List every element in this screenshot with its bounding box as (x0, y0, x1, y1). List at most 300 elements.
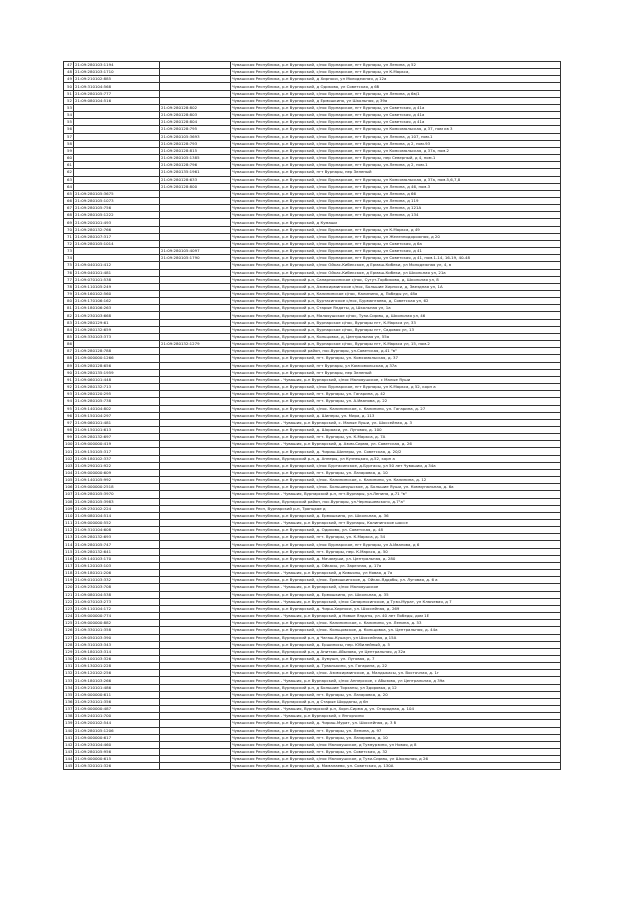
table-row (64, 562, 561, 569)
premises-number-cell (160, 720, 231, 727)
cadastral-number-cell: 21:09:280132:697 (74, 434, 160, 441)
table-row (64, 112, 561, 119)
address-cell: Чувашская Республика - Чувашия, р-н Вурнарский, с. Малые Яуши, ул. Шоссейная, д. 3 (231, 419, 561, 426)
row-number: 55 (64, 119, 74, 126)
cadastral-number-cell: 21:09:200102:544 (74, 720, 160, 727)
table-row (64, 291, 561, 298)
premises-number-cell (160, 197, 231, 204)
table-row (64, 126, 561, 133)
cadastral-number-cell: 21:09:010103:332 (74, 577, 160, 584)
premises-number-cell: 21:09:280135:1961 (160, 169, 231, 176)
cadastral-number-cell (74, 126, 160, 133)
cadastral-number-cell: 21:09:280105:756 (74, 205, 160, 212)
address-cell: Чувашская Республика, р-н Вурнарский, д. Ермошкино, ул. Школьная, д. 36 (231, 512, 561, 519)
premises-number-cell (160, 562, 231, 569)
table-row (64, 541, 561, 548)
premises-number-cell (160, 698, 231, 705)
premises-number-cell (160, 741, 231, 748)
table-row (64, 749, 561, 756)
row-number: 91 (64, 376, 74, 383)
row-number: 108 (65, 498, 73, 504)
premises-number-cell (160, 362, 231, 369)
row-number: 129 (65, 648, 73, 654)
premises-number-cell (160, 534, 231, 541)
address-cell: Чувашская Республика, р-н Вурнарский, д. Чириш-Мурат, ул. Шоссейная, д. 3 б (231, 720, 561, 727)
row-number: 133 (65, 677, 73, 683)
table-body (64, 62, 561, 770)
row-number: 100 (65, 441, 73, 447)
row-number: 53 (64, 104, 74, 111)
cadastral-number-cell (74, 248, 160, 255)
row-number: 52 (64, 97, 74, 104)
premises-number-cell (160, 205, 231, 212)
premises-number-cell (160, 527, 231, 534)
row-number: 99 (64, 434, 74, 441)
table-row (64, 183, 561, 190)
cadastral-number-cell (74, 119, 160, 126)
row-number: 95 (64, 405, 74, 412)
address-cell: Чувашская Республика, р-н Вурнарский, д. Тувалькино, ул. Гагарина, д. 22 (231, 663, 561, 670)
row-number: 79 (64, 291, 74, 298)
table-row (64, 434, 561, 441)
premises-number-cell (160, 641, 231, 648)
address-cell: Чувашская Республика, р-н Вурнарский, д. Ершипосы, пер. Юбилейный, д. 5 (231, 641, 561, 648)
premises-number-cell: 21:09:280105:1385 (160, 155, 231, 162)
table-row (64, 555, 561, 562)
cadastral-number-cell: 21:09:280128:656 (74, 362, 160, 369)
cadastral-number-cell: 21:09:280120:295 (74, 391, 160, 398)
premises-number-cell (160, 763, 231, 770)
cadastral-number-cell: 21:09:040101:481 (74, 269, 160, 276)
row-number: 128 (65, 641, 73, 647)
table-row (64, 197, 561, 204)
address-cell: Чувашская Республика, р-н Вурнарский, с/пос. Кольцовское, д. Кольцовка, ул. Центральная, д. 44а (231, 627, 561, 634)
row-number: 102 (65, 455, 73, 461)
premises-number-cell (160, 684, 231, 691)
table-row (64, 441, 561, 448)
address-cell: Чувашская Республика, р-н Вурнарский, пгт. Вурнары, ул. К.Маркса, д. 7А (231, 434, 561, 441)
row-number: 142 (65, 741, 73, 747)
table-row (64, 348, 561, 355)
table-row (64, 419, 561, 426)
table-row (64, 741, 561, 748)
premises-number-cell (160, 419, 231, 426)
cadastral-number-cell (74, 147, 160, 154)
table-row (64, 233, 561, 240)
address-cell: Чувашская Республика, р-н Вурнарский, с/пос Буртасинское, д.Буртасы, ул 50 лет Чувашии, д 34а (231, 462, 561, 469)
table-row (64, 104, 561, 111)
cadastral-number-cell (74, 341, 160, 348)
premises-number-cell (160, 405, 231, 412)
table-row (64, 469, 561, 476)
table-row (64, 498, 561, 505)
address-cell: Чувашская Республика, р-н Вурнарский, д. Чириш-Шинеры, ул. Советская, д. 20/2 (231, 448, 561, 455)
row-number: 97 (64, 419, 74, 426)
row-number: 141 (65, 734, 73, 740)
cadastral-number-cell: 21:09:060101:481 (74, 419, 160, 426)
address-cell: Чувашская Республика - Чувашия, р-н Вурнарский, д Новые Ялдаты, ул. 40 лет Победы, дом 1Е (231, 613, 561, 620)
address-cell: Чувашская Республика, р-н Вурнарский, с/пос Вурнарское, пгт Вурнары, ул Советская, д 41 (231, 248, 561, 255)
address-cell: Чувашская Республика, р-н Вурнарский, пгт Вурнары, пер Зеленый (231, 169, 561, 176)
premises-number-cell (160, 298, 231, 305)
cadastral-number-cell: 21:09:100103:326 (74, 655, 160, 662)
cadastral-number-cell: 21:09:280128:788 (74, 348, 160, 355)
cadastral-number-cell: 21:09:180103:314 (74, 648, 160, 655)
premises-number-cell (160, 97, 231, 104)
address-cell: Чувашская Республика, р-н Вурнарский, с/пос Вурнарское, пгт Вурнары, ул А.Иванова, д 6 (231, 541, 561, 548)
row-number: 84 (64, 326, 74, 333)
row-number: 120 (65, 584, 73, 590)
row-number: 73 (64, 248, 74, 255)
address-cell: Чувашская Республика, Вурнарский р-н, д Чагаш-Кушкун, ул Шоссейная, д 15А (231, 634, 561, 641)
table-row (64, 155, 561, 162)
table-row (64, 477, 561, 484)
cadastral-number-cell: 21:09:000000:615 (74, 756, 160, 763)
cadastral-number-cell (74, 255, 160, 262)
premises-number-cell (160, 83, 231, 90)
address-cell: Чувашская Республика, р-н Вурнарский, с/пос Вурнарское, пгт Вурнары, ул Ленина, д 119 (231, 197, 561, 204)
cadastral-number-cell: 21:09:230101:356 (74, 698, 160, 705)
cadastral-number-cell: 21:09:230103:668 (74, 312, 160, 319)
row-number: 77 (64, 276, 74, 283)
premises-number-cell (160, 226, 231, 233)
premises-number-cell (160, 555, 231, 562)
premises-number-cell (160, 219, 231, 226)
address-cell: Чувашская Республика, р-н Вурнарский, д Ермошкино, ул Школьная, д 39а (231, 97, 561, 104)
cadastral-number-cell (74, 140, 160, 147)
table-row (64, 276, 561, 283)
premises-number-cell: 21:09:280128:804 (160, 119, 231, 126)
row-number: 64 (64, 183, 74, 190)
row-number: 143 (65, 749, 73, 755)
row-number: 104 (65, 469, 73, 475)
table-row (64, 706, 561, 713)
premises-number-cell (160, 412, 231, 419)
table-row (64, 534, 561, 541)
premises-number-cell: 21:09:280128:796 (160, 162, 231, 169)
premises-number-cell (160, 541, 231, 548)
address-cell: Чувашская Республика, Вурнарский р-н, Вурнарское с/пос, Вурнары пгт, К.Маркса ул, 33 (231, 319, 561, 326)
premises-number-cell (160, 62, 231, 69)
row-number: 50 (64, 83, 74, 90)
cadastral-number-cell: 21:09:280105:3970 (74, 491, 160, 498)
row-number: 140 (65, 727, 73, 733)
table-row (64, 283, 561, 290)
address-cell: Чувашская Республика, р-н Вурнарский, с/пос Вурнарское, пгт Вурнары, ул Ленина, д 121А (231, 205, 561, 212)
premises-number-cell (160, 312, 231, 319)
address-cell: Чувашская Республика, р-н Вурнарский, с/пос Вурнарское, пгт Вурнары, ул.Ленина, д 2, пом.1 (231, 162, 561, 169)
premises-number-cell (160, 376, 231, 383)
address-cell: Чувашская Республика, р-н Вурнарский, с/пос Вурнарское, пгт Вурнары, ул Советская, д 41а (231, 119, 561, 126)
address-cell: Чувашская Республика, р-н Вурнарский, пгт. Вурнары, пер. К.Маркса, д. 50 (231, 548, 561, 555)
cadastral-number-cell: 21:09:000000:882 (74, 620, 160, 627)
cadastral-number-cell: 21:09:280105:3675 (74, 190, 160, 197)
cadastral-number-cell: 21:09:000000:609 (74, 469, 160, 476)
table-row (64, 727, 561, 734)
address-cell: Чувашская Республика, р-н Вурнарский, с/пос Вурнарское, пгт Вурнары, ул Ленина, д 134 (231, 212, 561, 219)
cadastral-number-cell: 21:09:280105:738 (74, 398, 160, 405)
premises-number-cell (160, 634, 231, 641)
row-number: 71 (64, 233, 74, 240)
cadastral-number-cell: 21:09:140104:802 (74, 405, 160, 412)
row-number: 134 (65, 684, 73, 690)
address-cell: Чувашская Республика, р-н Вурнарский, с/пос Вурнарское, пгт Вурнары, пер Северный, д 4, пом.1 (231, 155, 561, 162)
cadastral-number-cell: 21:09:000000:611 (74, 691, 160, 698)
document-page (63, 61, 560, 770)
cadastral-number-cell: 21:09:240101:700 (74, 713, 160, 720)
premises-number-cell (160, 434, 231, 441)
table-row (64, 720, 561, 727)
address-cell: Чувашская Республика, р-н Вурнарский, пгт. Вурнары, ул. Ленина, д. 97 (231, 727, 561, 734)
row-number: 80 (64, 298, 74, 305)
table-row (64, 763, 561, 770)
row-number: 121 (65, 591, 73, 597)
address-cell: Чувашская Республика - Чувашия, р-н Вурнарский, с/пос Малояушское, с Малые Яуши (231, 376, 561, 383)
row-number: 63 (64, 176, 74, 183)
row-number: 60 (64, 155, 74, 162)
cadastral-number-cell: 21:09:060101:448 (74, 376, 160, 383)
cadastral-number-cell: 21:09:280132:659 (74, 326, 160, 333)
cadastral-number-cell: 21:09:120103:103 (74, 562, 160, 569)
premises-number-cell (160, 441, 231, 448)
row-number: 82 (64, 312, 74, 319)
cadastral-number-cell (74, 162, 160, 169)
address-cell: Чувашская Республика, р-н Вурнарский, пгт. Вурнары, ул. Советская, д. 32 (231, 749, 561, 756)
premises-number-cell (160, 655, 231, 662)
table-row (64, 570, 561, 577)
cadastral-number-cell (74, 155, 160, 162)
cadastral-number-cell: 21:09:310104:568 (74, 83, 160, 90)
row-number: 74 (64, 255, 74, 262)
premises-number-cell (160, 734, 231, 741)
cadastral-number-cell: 21:09:000000:617 (74, 734, 160, 741)
table-row (64, 298, 561, 305)
row-number: 124 (65, 613, 73, 619)
table-row (64, 226, 561, 233)
cadastral-number-cell: 21:09:280105:956 (74, 749, 160, 756)
table-row (64, 505, 561, 512)
cadastral-number-cell: 21:09:330101:358 (74, 627, 160, 634)
row-number: 61 (64, 162, 74, 169)
address-cell: Чувашская Республика - Чувашия, р-н Вурнарский, с/пос Малояушское (231, 584, 561, 591)
table-row (64, 491, 561, 498)
address-cell: Чувашская Республика, р-н Вурнарский, с/пос Малояушское, д Тузмурзино, ул Новая, д 8 (231, 741, 561, 748)
row-number: 109 (65, 505, 73, 511)
table-row (64, 119, 561, 126)
table-row (64, 577, 561, 584)
row-number: 67 (64, 205, 74, 212)
table-row (64, 691, 561, 698)
table-row (64, 169, 561, 176)
address-cell: Чувашская Республика, р-н Вурнарский, д Кумаши (231, 219, 561, 226)
premises-number-cell: 21:09:280128:793 (160, 140, 231, 147)
row-number: 107 (65, 491, 73, 497)
address-cell: Чувашская Республика, Вурнарский р-н, Вурнарское с/пос, Вурнары пгт, К.Маркса ул, 15, пом.2 (231, 341, 561, 348)
premises-number-cell (160, 756, 231, 763)
address-cell: Чувашская Республика, р-н Вурнарский, с/пос Вурнарское, пгт Вурнары, ул Комсомольская, д 37а, пом.5,6,7,8 (231, 176, 561, 183)
premises-number-cell (160, 570, 231, 577)
premises-number-cell (160, 190, 231, 197)
cadastral-number-cell: 21:09:160102:560 (74, 291, 160, 298)
cadastral-number-cell (74, 112, 160, 119)
premises-number-cell (160, 319, 231, 326)
cadastral-number-cell: 21:09:280105:1222 (74, 212, 160, 219)
table-row (64, 598, 561, 605)
address-cell: Чувашская Республика, р-н Вурнарский, д Хирпоси, ул Молодежная, д 12а (231, 76, 561, 83)
row-number: 75 (64, 262, 74, 269)
cadastral-number-cell: 21:09:280105:1073 (74, 197, 160, 204)
cadastral-number-cell: 21:09:080104:516 (74, 97, 160, 104)
row-number: 135 (65, 691, 73, 697)
premises-number-cell (160, 584, 231, 591)
premises-number-cell (160, 627, 231, 634)
premises-number-cell: 21:09:280128:802 (160, 104, 231, 111)
row-number: 54 (64, 112, 74, 119)
table-row (64, 613, 561, 620)
table-row (64, 520, 561, 527)
address-cell: Чувашская Республика, р-н Вурнарский, д. Шорааси, ул. Луговая, д. 100 (231, 426, 561, 433)
row-number: 65 (64, 190, 74, 197)
cadastral-number-cell: 21:09:150101:613 (74, 426, 160, 433)
premises-number-cell (160, 548, 231, 555)
table-row (64, 405, 561, 412)
cadastral-number-cell: 21:09:310103:343 (74, 641, 160, 648)
premises-number-cell (160, 384, 231, 391)
premises-number-cell (160, 477, 231, 484)
row-number: 47 (64, 62, 74, 69)
table-row (64, 391, 561, 398)
cadastral-number-cell: 21:09:080104:538 (74, 591, 160, 598)
table-row (64, 133, 561, 140)
cadastral-number-cell: 21:09:280132:641 (74, 548, 160, 555)
row-number: 116 (65, 555, 73, 561)
row-number: 127 (65, 634, 73, 640)
table-row (64, 190, 561, 197)
table-row (64, 205, 561, 212)
address-cell: Чувашская Республика, р-н Вурнарский, с/пос Вурнарское, пгт Вурнары, ул Железнодорожная, д 20 (231, 233, 561, 240)
address-cell: Чувашская Республика, Вурнарский р-н, д Аниткас-Абызово, ул Центральная, д 32а (231, 648, 561, 655)
table-row (64, 97, 561, 104)
table-row (64, 734, 561, 741)
address-cell: Чувашская Республика, р-н Вурнарский, с/пос. Калининское, с. Калинино, ул. Ленина, д. 53 (231, 620, 561, 627)
table-row (64, 305, 561, 312)
cadastral-number-cell: 21:09:310104:608 (74, 527, 160, 534)
address-cell: Чувашская Республика, р-н Вурнарский, д Одиково, ул Советская, д 6б (231, 83, 561, 90)
address-cell: Чувашская Республика, р-н Вурнарский, с/пос Вурнарское, пгт Вурнары, ул Советская, д 41а (231, 112, 561, 119)
premises-number-cell (160, 326, 231, 333)
address-cell: Чувашская Республика, р-н Вурнарский, с/пос Вурнарское, пгт Вурнары, ул Советская, д 6а (231, 240, 561, 247)
address-cell: Чувашская Республика, р-н Вурнарский, пгт Вурнары, ул Комсомольская, д 37а (231, 362, 561, 369)
row-number: 114 (65, 541, 73, 547)
table-row (64, 219, 561, 226)
table-row (64, 512, 561, 519)
table-row (64, 620, 561, 627)
premises-number-cell (160, 455, 231, 462)
cadastral-number-cell: 21:09:000000:552 (74, 520, 160, 527)
row-number: 125 (65, 620, 73, 626)
address-cell: Чувашская Республика - Чувашия, р-н Вурнарский, д. Азим-Сирма, ул. Советская, д. 26 (231, 441, 561, 448)
address-cell: Чувашская Республика, р-н Вурнарский, с/пос Вурнарское, пгт Вурнары, ул Советская, д 41, пом.1-14, 16-19, 40-48 (231, 255, 561, 262)
premises-number-cell (160, 484, 231, 491)
premises-number-cell: 21:09:280128:633 (160, 176, 231, 183)
address-cell: Чувашская Республика, р-н Вурнарский, с/пос Малояушское, д Тузи-Сирмы, ул Школьная, д 26 (231, 756, 561, 763)
address-cell: Чувашская Республика, Вурнарский р-н, Кольцовка, д, Центральная ул, 55а (231, 333, 561, 340)
address-cell: Чувашская Республика, р-н Вурнарский, с/пос Вурнарское, пгт Вурнары, ул Ленина, д 66 (231, 190, 561, 197)
address-cell: Чувашская Республика, р-н Вурнарский, д. Ермошкино, ул. Школьная, д. 35 (231, 591, 561, 598)
address-cell: Чувашская Республика, р-н Вурнарский, д. Чирш-Хирпоси, ул. Шоссейная, д. 269 (231, 605, 561, 612)
address-cell: Чувашская Республика, Вурнарский р-н, Вурнарское с/пос, Вурнары пгт, Садовая ул, 13 (231, 326, 561, 333)
row-number: 98 (64, 426, 74, 433)
address-cell: Чувашская Республика, Вурнарский р-н, Калининское с/пос, Калинино, д, Победы ул, 48а (231, 291, 561, 298)
table-row (64, 634, 561, 641)
table-row (64, 333, 561, 340)
premises-number-cell (160, 462, 231, 469)
row-number: 106 (65, 484, 73, 490)
row-number: 96 (64, 412, 74, 419)
premises-number-cell (160, 448, 231, 455)
address-cell: Чувашская Республика, р-н Вурнарский, пгт. Вурнары, ул. Лазаровка, д. 10 (231, 469, 561, 476)
table-row (64, 527, 561, 534)
table-row (64, 83, 561, 90)
premises-number-cell (160, 598, 231, 605)
table-row (64, 627, 561, 634)
row-number: 103 (65, 462, 73, 468)
cadastral-number-cell: 21:09:280103:1710 (74, 69, 160, 76)
address-cell: Чувашская Республика - Чувашия, Вурнарский р-н, пгт.Вурнары, ул.Ленина, д.71 "в" (231, 491, 561, 498)
address-cell: Чувашская Республика, р-н Вурнарский, пгт. Вурнары, ул. Гагарина, д. 42 (231, 391, 561, 398)
row-number: 145 (65, 763, 73, 769)
address-cell: Чувашская Республика, р-н Вурнарский, с/пос Вурнарское, пгт Вурнары, ул Ленина, д 107, пом.1 (231, 133, 561, 140)
premises-number-cell: 21:09:280105:4097 (160, 248, 231, 255)
address-cell: Чувашская Республика, р-н Вурнарский, пгт. Вурнары, ул. Лазаровка, д. 20 (231, 691, 561, 698)
row-number: 130 (65, 656, 73, 662)
row-number: 131 (65, 663, 73, 669)
address-cell: Чувашская Республика, Вурнарский р-н, Буртасинское с/пос, Бурмангаево, д, Советская ул, 62 (231, 298, 561, 305)
cadastral-number-cell: 21:09:070101:538 (74, 276, 160, 283)
row-number: 110 (65, 512, 73, 518)
address-cell: Чувашская Республика - Чувашия, Вурнарский р-н, Хорн-Сирма д, ул. Огородная, д. 104 (231, 706, 561, 713)
address-cell: Чувашская Республика, Вурнарский р-н, Санарпосинское с/пос, Сугут-Торбиково, д, Школьная ул, 8 (231, 276, 561, 283)
table-row (64, 362, 561, 369)
cadastral-number-cell: 21:09:000000:774 (74, 613, 160, 620)
table-row (64, 312, 561, 319)
cadastral-number-cell: 21:09:000000:487 (74, 706, 160, 713)
table-row (64, 240, 561, 247)
premises-number-cell (160, 505, 231, 512)
address-cell: Чувашская Республика - Чувашия, р-н Вурнарский, пгт Вурнары, Калининское шоссе (231, 520, 561, 527)
table-row (64, 663, 561, 670)
premises-number-cell (160, 355, 231, 362)
table-row (64, 326, 561, 333)
premises-number-cell (160, 90, 231, 97)
premises-number-cell (160, 426, 231, 433)
row-number: 122 (65, 598, 73, 604)
address-cell: Чувашская Республика - Чувашия, р-н Вурнарский, с/пос Апнерское, с Абызово, ул Центральная, д 39а (231, 677, 561, 684)
address-cell: Чувашская Республика, р-н Вурнарский, пгт Вурнары, пер Зеленый (231, 369, 561, 376)
address-cell: Чувашская Республика, р-н Вурнарский, д. Мамалаево, ул. Советская, д. 130А (231, 763, 561, 770)
cadastral-number-cell: 21:09:130201:228 (74, 663, 160, 670)
premises-number-cell (160, 391, 231, 398)
address-cell: Чувашская Республика, Вурнарский р-н, д. Апнеры, ул Кузнецкая, д.52, корп а (231, 455, 561, 462)
premises-number-cell: 21:09:280128:795 (160, 126, 231, 133)
premises-number-cell (160, 276, 231, 283)
cadastral-number-cell: 21:09:050103:390 (74, 634, 160, 641)
address-cell: Чувашская Республика, р-н Вурнарский, с/пос Вурнарское, пгт Вурнары, ул Советская, д 41а (231, 104, 561, 111)
row-number: 88 (64, 355, 74, 362)
cadastral-number-cell: 21:09:210101:486 (74, 684, 160, 691)
cadastral-number-cell: 21:09:280107:317 (74, 233, 160, 240)
row-number: 76 (64, 269, 74, 276)
